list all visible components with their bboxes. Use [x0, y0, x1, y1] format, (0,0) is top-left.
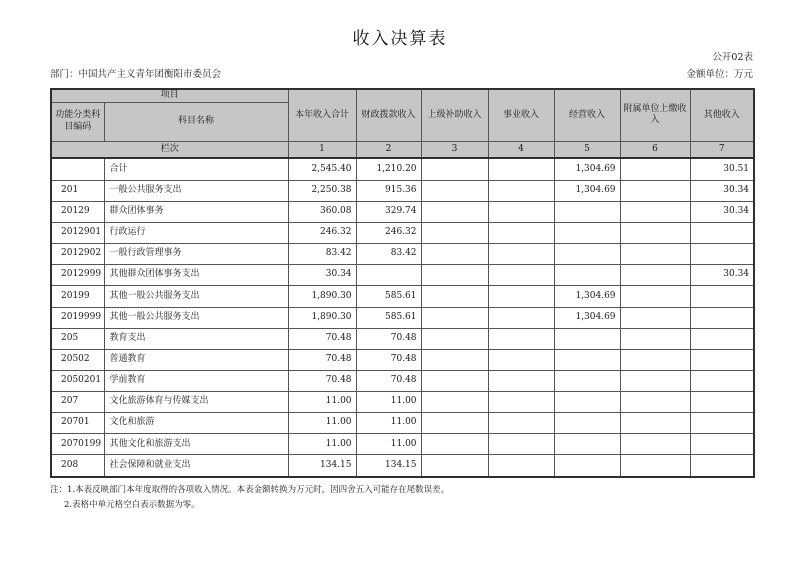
- column-index-label: 栏次: [51, 141, 288, 158]
- table-body: [51, 158, 754, 477]
- cell-subject-name: 一般行政管理事务: [104, 244, 288, 265]
- cell-value: [421, 349, 488, 370]
- cell-value: [620, 434, 690, 455]
- cell-subject-name: 行政运行: [104, 222, 288, 243]
- table-row: [51, 455, 754, 477]
- cell-value: [620, 222, 690, 243]
- cell-subject-name: 其他群众团体事务支出: [104, 265, 288, 286]
- cell-value: [488, 413, 554, 434]
- cell-code: 2019999: [51, 307, 104, 328]
- cell-value: 1,304.69: [554, 158, 620, 180]
- cell-value: [690, 307, 754, 328]
- table-row: [51, 349, 754, 370]
- cell-value: [690, 455, 754, 477]
- cell-value: 1,890.30: [288, 307, 356, 328]
- cell-value: 1,304.69: [554, 180, 620, 201]
- revenue-table: [50, 88, 755, 478]
- header-project: 项目: [51, 89, 288, 102]
- column-number-6: 6: [620, 141, 690, 158]
- cell-value: [421, 328, 488, 349]
- cell-value: [554, 455, 620, 477]
- cell-value: 11.00: [356, 434, 421, 455]
- cell-value: [421, 286, 488, 307]
- cell-value: 2,545.40: [288, 158, 356, 180]
- table-row: [51, 286, 754, 307]
- cell-value: 83.42: [356, 244, 421, 265]
- cell-value: 1,890.30: [288, 286, 356, 307]
- cell-subject-name: 合计: [104, 158, 288, 180]
- cell-value: [620, 370, 690, 391]
- header-row-project: [51, 89, 754, 102]
- column-number-3: 3: [421, 141, 488, 158]
- table-row: [51, 244, 754, 265]
- cell-value: 1,304.69: [554, 286, 620, 307]
- cell-subject-name: 文化和旅游: [104, 413, 288, 434]
- col-header-subject-name: 科目名称: [104, 102, 288, 141]
- page-title: 收入决算表: [352, 29, 448, 49]
- table-row: [51, 413, 754, 434]
- cell-value: [488, 201, 554, 222]
- unit-label: 金额单位：万元: [686, 69, 753, 80]
- cell-value: [620, 307, 690, 328]
- cell-subject-name: 其他文化和旅游支出: [104, 434, 288, 455]
- cell-value: 1,210.20: [356, 158, 421, 180]
- cell-value: 70.48: [356, 349, 421, 370]
- cell-code: [51, 158, 104, 180]
- cell-subject-name: 普通教育: [104, 349, 288, 370]
- cell-value: [488, 392, 554, 413]
- cell-code: 2070199: [51, 434, 104, 455]
- form-code-label: 公开02表: [712, 52, 753, 63]
- cell-value: [690, 434, 754, 455]
- cell-value: 30.51: [690, 158, 754, 180]
- cell-subject-name: 文化旅游体育与传媒支出: [104, 392, 288, 413]
- cell-subject-name: 群众团体事务: [104, 201, 288, 222]
- cell-value: [421, 158, 488, 180]
- cell-value: 134.15: [288, 455, 356, 477]
- cell-value: [620, 201, 690, 222]
- cell-value: [690, 349, 754, 370]
- cell-subject-name: 其他一般公共服务支出: [104, 286, 288, 307]
- cell-value: [488, 328, 554, 349]
- cell-value: [620, 455, 690, 477]
- cell-value: 70.48: [356, 328, 421, 349]
- cell-value: 30.34: [690, 201, 754, 222]
- column-number-1: 1: [288, 141, 356, 158]
- column-number-5: 5: [554, 141, 620, 158]
- cell-value: [554, 244, 620, 265]
- cell-value: [421, 455, 488, 477]
- table-row: [51, 158, 754, 180]
- cell-value: [554, 328, 620, 349]
- cell-value: [690, 392, 754, 413]
- cell-value: [620, 180, 690, 201]
- cell-value: 70.48: [288, 370, 356, 391]
- cell-value: [421, 180, 488, 201]
- cell-value: [690, 370, 754, 391]
- cell-value: [554, 392, 620, 413]
- cell-value: 11.00: [356, 392, 421, 413]
- cell-value: [554, 265, 620, 286]
- table-row: [51, 328, 754, 349]
- cell-value: 1,304.69: [554, 307, 620, 328]
- cell-value: [554, 370, 620, 391]
- table-row: [51, 434, 754, 455]
- cell-value: 915.36: [356, 180, 421, 201]
- col-header-other-income: 其他收入: [690, 89, 754, 141]
- column-number-7: 7: [690, 141, 754, 158]
- cell-value: [488, 307, 554, 328]
- cell-code: 20129: [51, 201, 104, 222]
- cell-value: [620, 244, 690, 265]
- cell-code: 208: [51, 455, 104, 477]
- cell-value: 585.61: [356, 307, 421, 328]
- cell-value: 11.00: [288, 434, 356, 455]
- cell-value: 585.61: [356, 286, 421, 307]
- cell-value: 83.42: [288, 244, 356, 265]
- cell-value: 329.74: [356, 201, 421, 222]
- header-row-column-numbers: [51, 141, 754, 158]
- cell-value: [488, 349, 554, 370]
- table-row: [51, 180, 754, 201]
- cell-value: [488, 158, 554, 180]
- meta-row: [50, 66, 753, 80]
- cell-value: [421, 307, 488, 328]
- cell-value: [421, 265, 488, 286]
- cell-value: 30.34: [690, 265, 754, 286]
- cell-code: 20701: [51, 413, 104, 434]
- cell-value: [421, 392, 488, 413]
- col-header-total-income: 本年收入合计: [288, 89, 356, 141]
- cell-value: [554, 222, 620, 243]
- cell-value: [554, 201, 620, 222]
- cell-value: [620, 392, 690, 413]
- cell-code: 2012901: [51, 222, 104, 243]
- cell-value: [421, 434, 488, 455]
- cell-value: [620, 328, 690, 349]
- cell-code: 205: [51, 328, 104, 349]
- note-line-2: 2.表格中单元格空白表示数据为零。: [64, 500, 200, 510]
- col-header-superior-subsidy: 上级补助收入: [421, 89, 488, 141]
- cell-value: 11.00: [288, 392, 356, 413]
- cell-value: [620, 265, 690, 286]
- cell-value: [421, 370, 488, 391]
- cell-value: [554, 413, 620, 434]
- cell-value: [488, 222, 554, 243]
- col-header-fiscal-appropriation: 财政拨款收入: [356, 89, 421, 141]
- cell-value: 246.32: [356, 222, 421, 243]
- table-row: [51, 265, 754, 286]
- table-row: [51, 392, 754, 413]
- cell-code: 2012999: [51, 265, 104, 286]
- cell-value: [620, 349, 690, 370]
- note-line-1: 注：1.本表反映部门本年度取得的各项收入情况。本表金额转换为万元时，因四舍五入可能存在尾数误差。: [50, 485, 450, 495]
- cell-code: 20502: [51, 349, 104, 370]
- cell-value: [421, 413, 488, 434]
- cell-value: [421, 201, 488, 222]
- cell-value: [488, 370, 554, 391]
- cell-value: [488, 455, 554, 477]
- cell-value: 11.00: [288, 413, 356, 434]
- cell-value: 360.08: [288, 201, 356, 222]
- cell-subject-name: 教育支出: [104, 328, 288, 349]
- cell-value: [488, 244, 554, 265]
- cell-subject-name: 学前教育: [104, 370, 288, 391]
- cell-value: 134.15: [356, 455, 421, 477]
- table-row: [51, 370, 754, 391]
- cell-subject-name: 其他一般公共服务支出: [104, 307, 288, 328]
- footnotes: [50, 483, 770, 513]
- cell-value: [488, 265, 554, 286]
- cell-subject-name: 社会保障和就业支出: [104, 455, 288, 477]
- cell-subject-name: 一般公共服务支出: [104, 180, 288, 201]
- table-row: [51, 307, 754, 328]
- department-label: 部门：中国共产主义青年团衡阳市委员会: [50, 69, 222, 80]
- cell-value: [690, 222, 754, 243]
- cell-value: [421, 244, 488, 265]
- cell-code: 207: [51, 392, 104, 413]
- col-header-function-code: 功能分类科目编码: [51, 102, 104, 141]
- cell-value: [620, 286, 690, 307]
- cell-value: [690, 244, 754, 265]
- cell-value: [488, 180, 554, 201]
- cell-value: 30.34: [288, 265, 356, 286]
- cell-value: [488, 286, 554, 307]
- cell-value: 70.48: [356, 370, 421, 391]
- column-number-2: 2: [356, 141, 421, 158]
- cell-code: 2012902: [51, 244, 104, 265]
- cell-value: [620, 158, 690, 180]
- cell-value: 70.48: [288, 328, 356, 349]
- cell-value: [488, 434, 554, 455]
- table-row: [51, 201, 754, 222]
- cell-value: 2,250.38: [288, 180, 356, 201]
- cell-value: 246.32: [288, 222, 356, 243]
- column-number-4: 4: [488, 141, 554, 158]
- cell-code: 2050201: [51, 370, 104, 391]
- cell-value: 70.48: [288, 349, 356, 370]
- cell-value: [690, 413, 754, 434]
- cell-code: 20199: [51, 286, 104, 307]
- cell-value: [421, 222, 488, 243]
- cell-value: [554, 434, 620, 455]
- cell-code: 201: [51, 180, 104, 201]
- col-header-institutional-income: 事业收入: [488, 89, 554, 141]
- cell-value: [690, 328, 754, 349]
- col-header-affiliate-remittance: 附属单位上缴收入: [620, 89, 690, 141]
- col-header-operating-income: 经营收入: [554, 89, 620, 141]
- table-header: [51, 89, 754, 158]
- cell-value: 30.34: [690, 180, 754, 201]
- cell-value: [620, 413, 690, 434]
- cell-value: [690, 286, 754, 307]
- table-row: [51, 222, 754, 243]
- cell-value: 11.00: [356, 413, 421, 434]
- cell-value: [554, 349, 620, 370]
- cell-value: [356, 265, 421, 286]
